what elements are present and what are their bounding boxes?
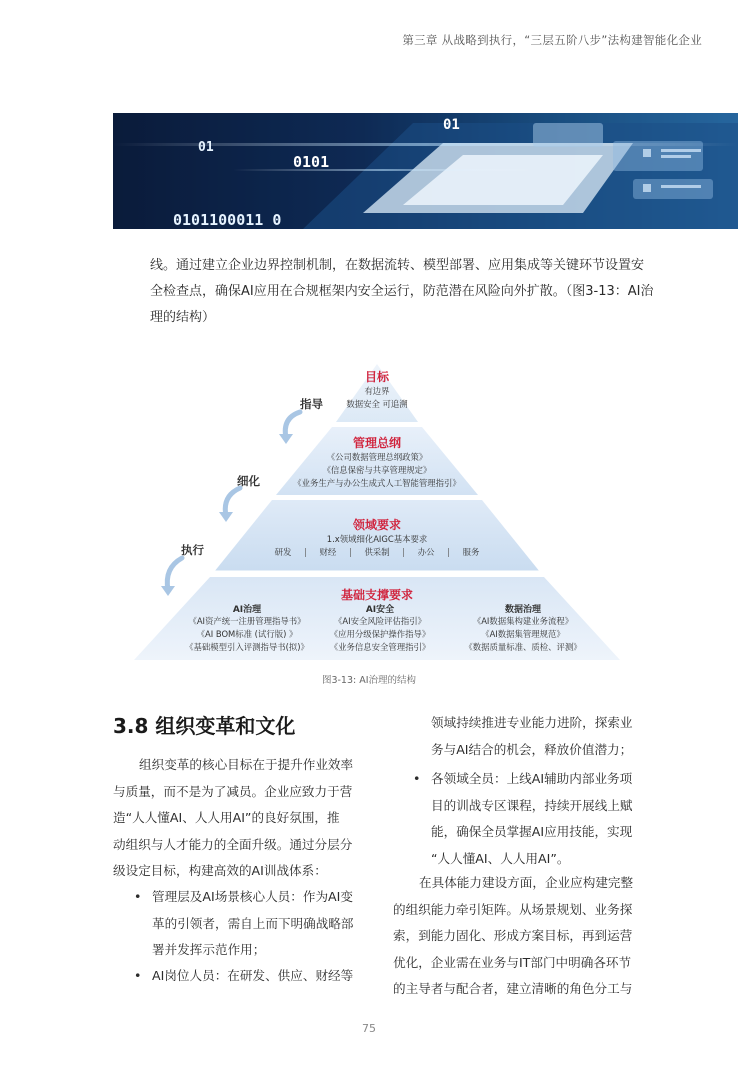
tier-management-item: 《信息保密与共享管理规定》 bbox=[322, 465, 432, 475]
banner-binary-4: 01 bbox=[443, 117, 460, 133]
column-item: 《AI安全风险评估指引》 bbox=[334, 616, 426, 626]
column-item: 《数据质量标准、质检、评测》 bbox=[464, 642, 582, 652]
bullet-line: 署并发挥示范作用； bbox=[152, 942, 266, 957]
bullet-line: “人人懂AI、人人用AI”。 bbox=[431, 850, 570, 866]
tier-domain-title: 领域要求 bbox=[352, 518, 401, 532]
domain-item: 供采制 bbox=[364, 547, 390, 557]
column-head: AI治理 bbox=[232, 605, 262, 615]
tier-goal-line: 数据安全 可追溯 bbox=[346, 399, 408, 409]
foundation-column-ai-security bbox=[310, 602, 450, 654]
domain-item: 财经 bbox=[319, 547, 337, 557]
bullet-line: 各领域全员：上线AI辅助内部业务项 bbox=[431, 771, 633, 786]
binary-tech-illustration bbox=[113, 113, 738, 229]
header-banner-image bbox=[113, 113, 738, 229]
column-item: 《AI数据集构建业务流程》 bbox=[472, 616, 574, 626]
column-item: 《应用分级保护操作指导》 bbox=[329, 629, 431, 639]
bullet-ai-roles bbox=[134, 963, 367, 990]
tier-management-item: 《业务生产与办公生成式人工智能管理指引》 bbox=[293, 478, 461, 488]
tier-domain-list: 研发 | 财经 | 供采制 | 办公 | 服务 bbox=[274, 547, 480, 557]
left-paragraph bbox=[113, 752, 365, 885]
figure-caption: 图3-13: AI治理的结构 bbox=[321, 675, 417, 686]
bullet-all-staff bbox=[413, 766, 646, 872]
tier-management-text bbox=[257, 434, 497, 490]
bullet-dot: • bbox=[134, 968, 142, 983]
guide-label: 指导 bbox=[300, 397, 323, 411]
domain-item: 服务 bbox=[462, 547, 480, 557]
tier-goal-title: 目标 bbox=[364, 370, 389, 384]
domain-item: 研发 bbox=[274, 547, 292, 557]
foundation-column-data-governance bbox=[448, 602, 598, 654]
para-line: 动组织与人才能力的全面升级。通过分层分 bbox=[113, 836, 353, 852]
section-heading: 3.8 组织变革和文化 bbox=[113, 714, 296, 738]
intro-line: 全检查点，确保AI应用在合规框架内安全运行，防范潜在风险向外扩散。（图3-13：AI治 bbox=[150, 284, 654, 299]
bullet-line: 领域持续推进专业能力进阶，探索业 bbox=[431, 715, 633, 730]
banner-binary-2: 0101 bbox=[293, 153, 330, 171]
bullet-line: AI岗位人员：在研发、供应、财经等 bbox=[152, 968, 354, 983]
tier-foundation-title: 基础支撑要求 bbox=[340, 588, 413, 602]
refine-label: 细化 bbox=[237, 474, 260, 488]
tier-domain-text bbox=[237, 516, 517, 559]
bullet-management bbox=[134, 884, 367, 964]
column-head: AI安全 bbox=[365, 605, 395, 615]
bullet-line: 革的引领者，需自上而下明确战略部 bbox=[152, 915, 354, 931]
intro-line: 线。通过建立企业边界控制机制，在数据流转、模型部署、应用集成等关键环节设置安 bbox=[150, 258, 645, 273]
column-item: 《AI资产统一注册管理指导书》 bbox=[188, 616, 306, 626]
bullet-line: 目的训战专区课程，持续开展线上赋 bbox=[431, 797, 633, 813]
execute-arrow bbox=[167, 558, 182, 590]
column-item: 《基础模型引入评测指导书(拟)》 bbox=[185, 642, 309, 652]
bullet-line: 能，确保全员掌握AI应用技能，实现 bbox=[431, 824, 633, 839]
page-number: 75 bbox=[362, 1022, 376, 1035]
bullet-ai-roles-continued bbox=[431, 710, 646, 763]
tier-foundation-title-wrap bbox=[277, 586, 477, 603]
tier-domain-subtitle: 1.x领域细化AIGC基本要求 bbox=[326, 534, 428, 544]
tier-goal-line: 有边界 bbox=[364, 386, 390, 396]
para-line: 组织变革的核心目标在于提升作业效率 bbox=[139, 757, 354, 772]
column-item: 《AI数据集管理规范》 bbox=[481, 629, 565, 639]
bullet-line: 管理层及AI场景核心人员：作为AI变 bbox=[152, 889, 353, 904]
para-line: 优化，企业需在业务与IT部门中明确各环节 bbox=[393, 954, 632, 970]
tier-management-title: 管理总纲 bbox=[352, 436, 401, 450]
column-item: 《业务信息安全管理指引》 bbox=[329, 642, 431, 652]
tier-goal-text bbox=[327, 368, 427, 411]
bullet-dot: • bbox=[134, 889, 142, 904]
domain-item: 办公 bbox=[417, 547, 435, 557]
tier-management-item: 《公司数据管理总纲政策》 bbox=[326, 452, 428, 462]
para-line: 与质量，而不是为了减员。企业应致力于营 bbox=[113, 783, 353, 799]
para-line: 索，到能力固化、形成方案目标，再到运营 bbox=[393, 928, 633, 943]
refine-arrow bbox=[225, 488, 240, 516]
bullet-dot: • bbox=[413, 771, 421, 786]
para-line: 造“人人懂AI、人人用AI”的良好氛围，推 bbox=[113, 810, 340, 825]
banner-binary-3: 0101100011 0 bbox=[173, 211, 282, 229]
column-head: 数据治理 bbox=[504, 605, 541, 615]
bullet-line: 务与AI结合的机会，释放价值潜力； bbox=[431, 741, 633, 757]
banner-binary-1: 01 bbox=[198, 140, 214, 155]
execute-label: 执行 bbox=[181, 543, 204, 557]
para-line: 级设定目标，构建高效的AI训战体系： bbox=[113, 863, 327, 878]
right-paragraph bbox=[393, 870, 645, 1003]
para-line: 的主导者与配合者，建立清晰的角色分工与 bbox=[393, 981, 633, 996]
para-line: 在具体能力建设方面，企业应构建完整 bbox=[419, 875, 634, 890]
intro-paragraph bbox=[150, 253, 670, 331]
para-line: 的组织能力牵引矩阵。从场景规划、业务探 bbox=[393, 901, 633, 917]
foundation-column-ai-governance bbox=[172, 602, 322, 654]
running-header: 第三章 从战略到执行，“三层五阶八步”法构建智能化企业 bbox=[402, 33, 702, 47]
column-item: 《AI BOM标准 (试行版) 》 bbox=[196, 629, 298, 639]
ai-governance-pyramid bbox=[0, 350, 738, 670]
intro-line: 理的结构） bbox=[150, 310, 216, 325]
